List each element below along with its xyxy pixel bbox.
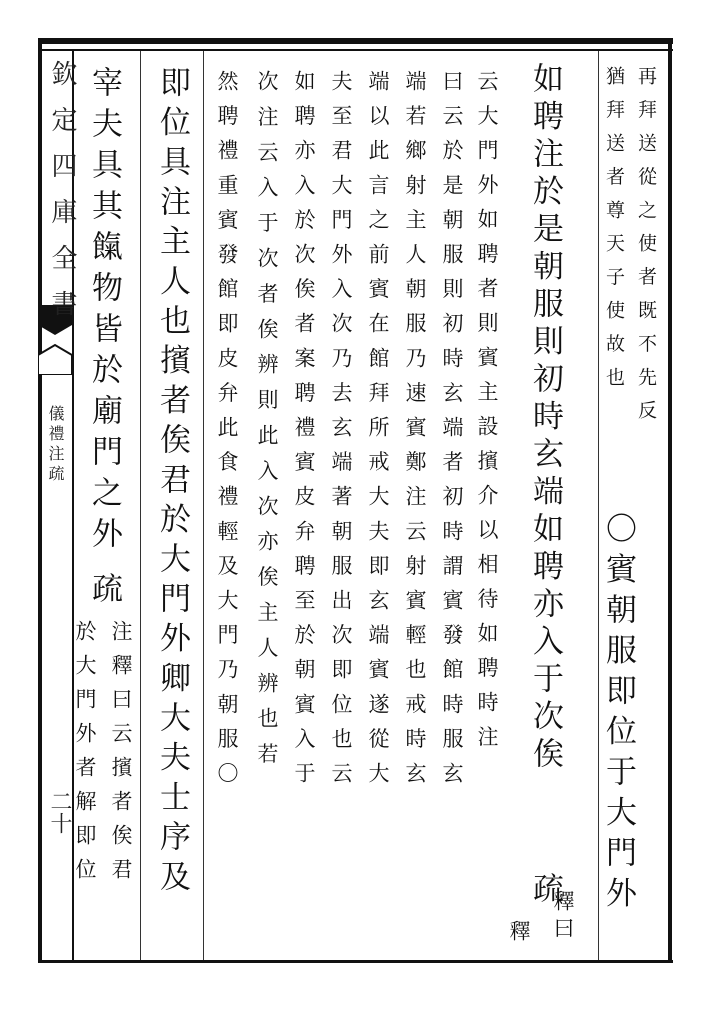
text-column-9: 如聘亦入於次俟者案聘禮賓皮弁聘至於朝賓入于 <box>292 70 316 797</box>
text-column-14a: 注釋曰云擯者俟君 <box>109 620 133 892</box>
text-column-10: 次注云入于次者俟辨則此入次亦俟主人辨也若 <box>255 70 279 778</box>
text-column-11: 然聘禮重賓發館即皮弁此食禮輕及大門乃朝服〇 <box>215 70 239 797</box>
margin-page-number: 二十 <box>47 790 72 834</box>
top-border-inner <box>38 49 673 51</box>
column-rule <box>203 51 204 960</box>
column-rule <box>140 51 141 960</box>
text-column-4: 云大門外如聘者則賓主設擯介以相待如聘時注 <box>475 70 499 760</box>
text-column-3: 如聘注於是朝服則初時玄端如聘亦入于次俟 <box>527 62 563 775</box>
text-column-1b: 猶拜送者尊天子使故也 <box>603 66 625 400</box>
top-border <box>38 38 673 44</box>
text-column-8: 夫至君大門外入次乃去玄端著朝服出次即位也云 <box>329 70 353 797</box>
text-column-6: 端若鄉射主人朝服乃速賓鄭注云射賓輕也戒時玄 <box>403 70 427 797</box>
text-column-1a: 再拜送從之使者既不先反 <box>635 66 657 434</box>
text-column-2: 〇賓朝服即位于大門外 <box>600 512 636 917</box>
column-rule <box>598 51 599 960</box>
margin-header-text: 欽定四庫全書 <box>48 60 77 336</box>
margin-book-title: 儀禮注疏 <box>46 405 65 485</box>
text-column-4-note: 釋 <box>507 920 531 951</box>
text-column-5: 曰云於是朝服則初時玄端者初時謂賓發館時服玄 <box>440 70 464 797</box>
text-column-12: 即位具注主人也擯者俟君於大門外卿大夫士序及 <box>154 66 190 900</box>
text-column-7: 端以此言之前賓在館拜所戒大夫即玄端賓遂從大 <box>366 70 390 797</box>
text-column-13: 宰夫具其餼物皆於廟門之外 <box>86 66 122 558</box>
text-column-14-shu: 疏 <box>86 572 122 613</box>
text-column-3-shu: 疏 <box>527 872 563 913</box>
margin-band-outer-line <box>38 38 42 963</box>
right-border <box>668 38 672 963</box>
text-column-3-note-a: 釋曰 <box>551 890 575 944</box>
bottom-border <box>38 960 673 963</box>
text-column-14b: 於大門外者解即位 <box>73 620 97 892</box>
